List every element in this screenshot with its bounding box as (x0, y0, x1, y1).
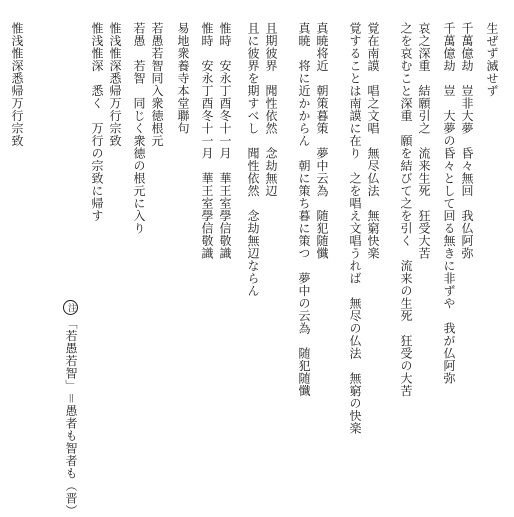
text-column-18: 惟浅惟深 悉く 万行の宗致に帰す (90, 22, 104, 222)
text-column-10: 且期彼界 聞性依然 念劫無辺 (264, 22, 278, 197)
text-column-14: 易地衆養寺本堂聯句 (176, 22, 190, 135)
text-column-13: 惟時 安永丁酉冬十一月 華王室學信敬識 (200, 22, 214, 260)
text-column-2: 千萬億劫 豈非大夢 昏々無回 我仏阿弥 (460, 22, 474, 260)
text-column-8: 真暁将近 朝策暮策 夢中云為 随犯随懺 (315, 22, 329, 260)
text-column-4: 哀之深重 結願引之 流来生死 狂受大苦 (417, 22, 431, 260)
footnote-column (63, 300, 78, 517)
text-column-1: 生ぜず滅せず (485, 22, 499, 97)
text-column-17: 惟浅惟深悉帰万行宗致 (108, 22, 122, 147)
text-column-11: 且に彼界を期すべし 聞性依然 念劫無辺ならん (246, 22, 260, 297)
text-column-9: 真暁 将に近かからん 朝に策ち暮に策つ 夢中の云為 随犯随懺 (297, 22, 311, 397)
text-column-15: 若愚若智同入衆徳根元 (150, 22, 164, 147)
text-column-12: 惟時 安永丁酉冬十一月 華王室學信敬識 (218, 22, 232, 260)
text-column-6: 覚在南謨 唱之文唱 無尽仏法 無窮快楽 (366, 22, 380, 260)
text-column-5: 之を哀むこと深重 願を結びて之を引く 流来の生死 狂受の大苦 (399, 22, 413, 397)
footnote-text: 「若愚若智」＝愚者も智者も（晋） (64, 317, 78, 517)
text-column-7: 覚することは南謨に在り 之を唱え文唱うれば 無尽の仏法 無窮の快楽 (348, 22, 362, 435)
text-column-20: 惟浅惟深悉帰万行宗致 (10, 22, 24, 147)
note-mark-icon: 注 (63, 300, 78, 315)
text-column-3: 千萬億劫 豈 大夢の昏々として回る無きに非ずや 我が仏阿弥 (442, 22, 456, 385)
text-column-16: 若愚 若智 同じく衆徳の根元に入り (132, 22, 146, 235)
